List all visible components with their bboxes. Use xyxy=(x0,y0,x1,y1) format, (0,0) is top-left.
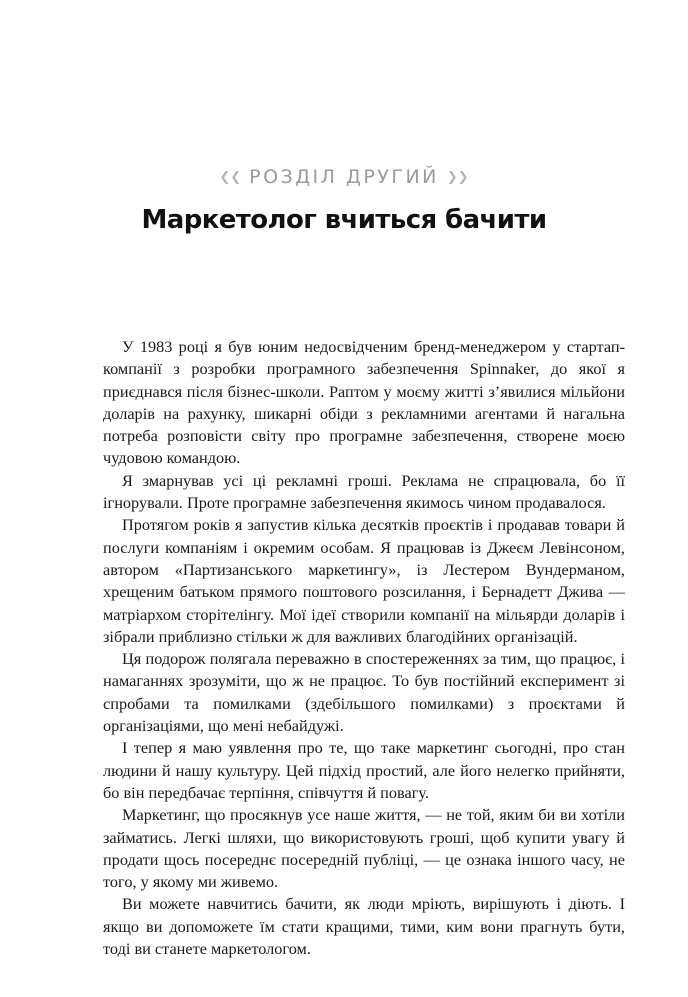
paragraph: Протягом років я запустив кілька десятків проєктів і продавав товари й послуги компаніям і окремим особам. Я працював із Джеєм Левінсоном, автором «Партизанського маркетингу», із Лестером Вундерманом, хрещеним батьком прямого поштового розсилання, і Бернадетт Джива — матріархом сторітелінгу. Мої ідеї створили компанії на мільярди доларів і зібрали приблизно стільки ж для важливих благодійних організацій. xyxy=(103,515,625,646)
paragraph: Ви можете навчитись бачити, як люди мріють, вирішують і діють. І якщо ви допоможете їм стати кращими, тими, ким вони прагнуть бути, тоді ви станете маркетологом. xyxy=(103,894,625,959)
left-ornament-icon: ❮❮ xyxy=(219,170,242,185)
chapter-label-text: РОЗДІЛ ДРУГИЙ xyxy=(249,166,439,188)
paragraph: Маркетинг, що просякнув усе наше життя, — не той, яким би ви хотіли займатись. Легкі шляхи, що використовують гроші, щоб купити увагу й продати щось посереднє посередній публіці, — це ознака іншого часу, не того, у якому ми живемо. xyxy=(103,805,625,892)
paragraph: І тепер я маю уявлення про те, що таке маркетинг сьогодні, про стан людини й нашу культуру. Цей підхід простий, але його нелегко прийняти, бо він передбачає терпіння, співчуття й повагу. xyxy=(103,738,625,802)
chapter-label xyxy=(0,166,688,188)
paragraph: У 1983 році я був юним недосвідченим бренд-менеджером у стартап-компанії з розробки програмного забезпечення Spinnaker, до якої я приєднався після бізнес-школи. Раптом у моєму житті з’явилися мільйони доларів на рахунку, шикарні обіди з рекламними агентами й нагальна потреба розповісти світу про програмне забезпечення, створене моєю чудовою командою. xyxy=(103,337,625,468)
chapter-title: Маркетолог вчиться бачити xyxy=(141,205,547,235)
body-text xyxy=(103,336,625,960)
right-ornament-icon: ❯❯ xyxy=(446,170,469,185)
paragraph: Я змарнував усі ці рекламні гроші. Реклама не спрацювала, бо її ігнорували. Проте програмне забезпечення якимось чином продавалося. xyxy=(103,470,625,513)
paragraph: Ця подорож полягала переважно в спостереженнях за тим, що працює, і намаганнях зрозуміти, що ж не працює. То був постійний експеримент зі спробами та помилками (здебільшого помилками) з проєктами й організаціями, що мені небайдужі. xyxy=(103,649,625,736)
